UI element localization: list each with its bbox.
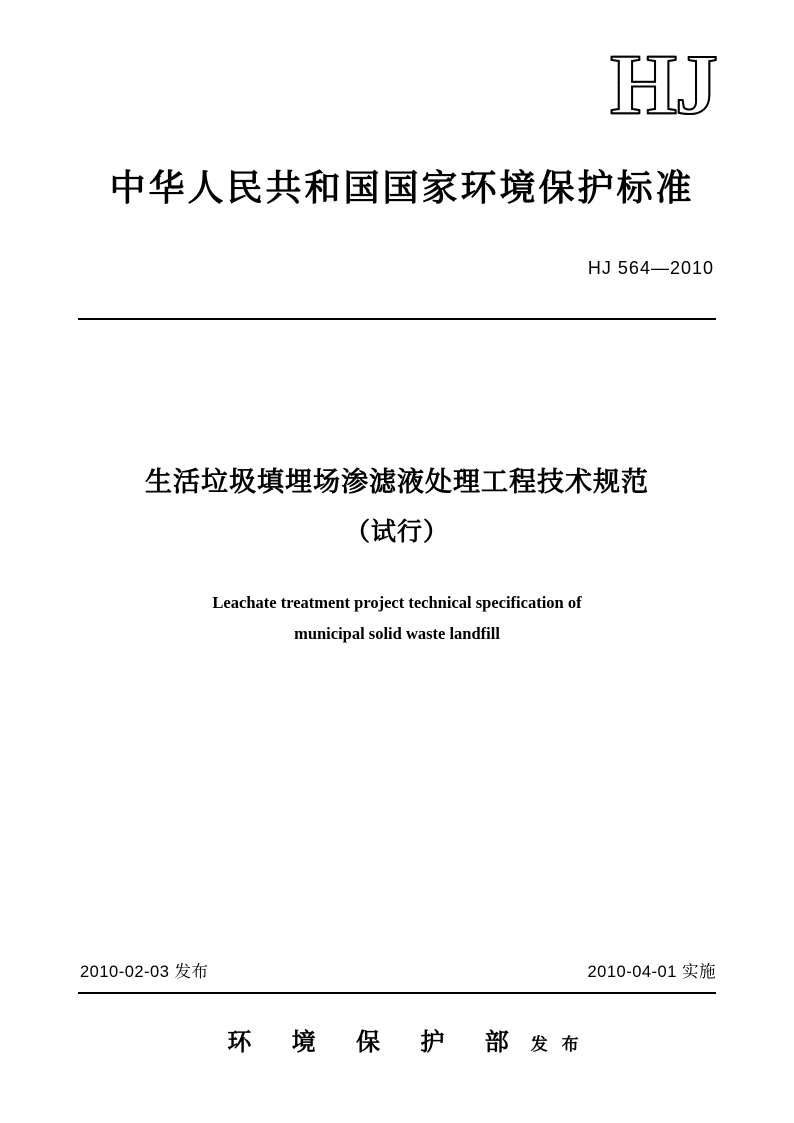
document-subtitle-cn: （试行） bbox=[344, 517, 449, 546]
document-title-cn: 生活垃圾填埋场渗滤液处理工程技术规范 bbox=[145, 467, 649, 498]
hj-logo: HJ bbox=[610, 36, 716, 132]
national-standard-title: 中华人民共和国国家环境保护标准 bbox=[109, 168, 695, 209]
effective-date: 2010-04-01 实施 bbox=[587, 963, 716, 981]
issuer-organization: 环 境 保 护 部 bbox=[227, 1028, 525, 1056]
standard-number: HJ 564—2010 bbox=[587, 258, 714, 278]
document-title-en bbox=[120, 588, 674, 649]
footer-divider bbox=[78, 992, 716, 994]
document-title-en-line1: Leachate treatment project technical specification of bbox=[212, 593, 582, 612]
logo-row bbox=[0, 36, 716, 132]
issuer-row bbox=[0, 1022, 794, 1057]
date-row bbox=[80, 958, 716, 982]
document-title-en-line2: municipal solid waste landfill bbox=[294, 623, 500, 643]
issuer-verb: 发 布 bbox=[530, 1035, 583, 1055]
issue-date: 2010-02-03 发布 bbox=[80, 963, 209, 981]
header-divider bbox=[78, 318, 716, 320]
